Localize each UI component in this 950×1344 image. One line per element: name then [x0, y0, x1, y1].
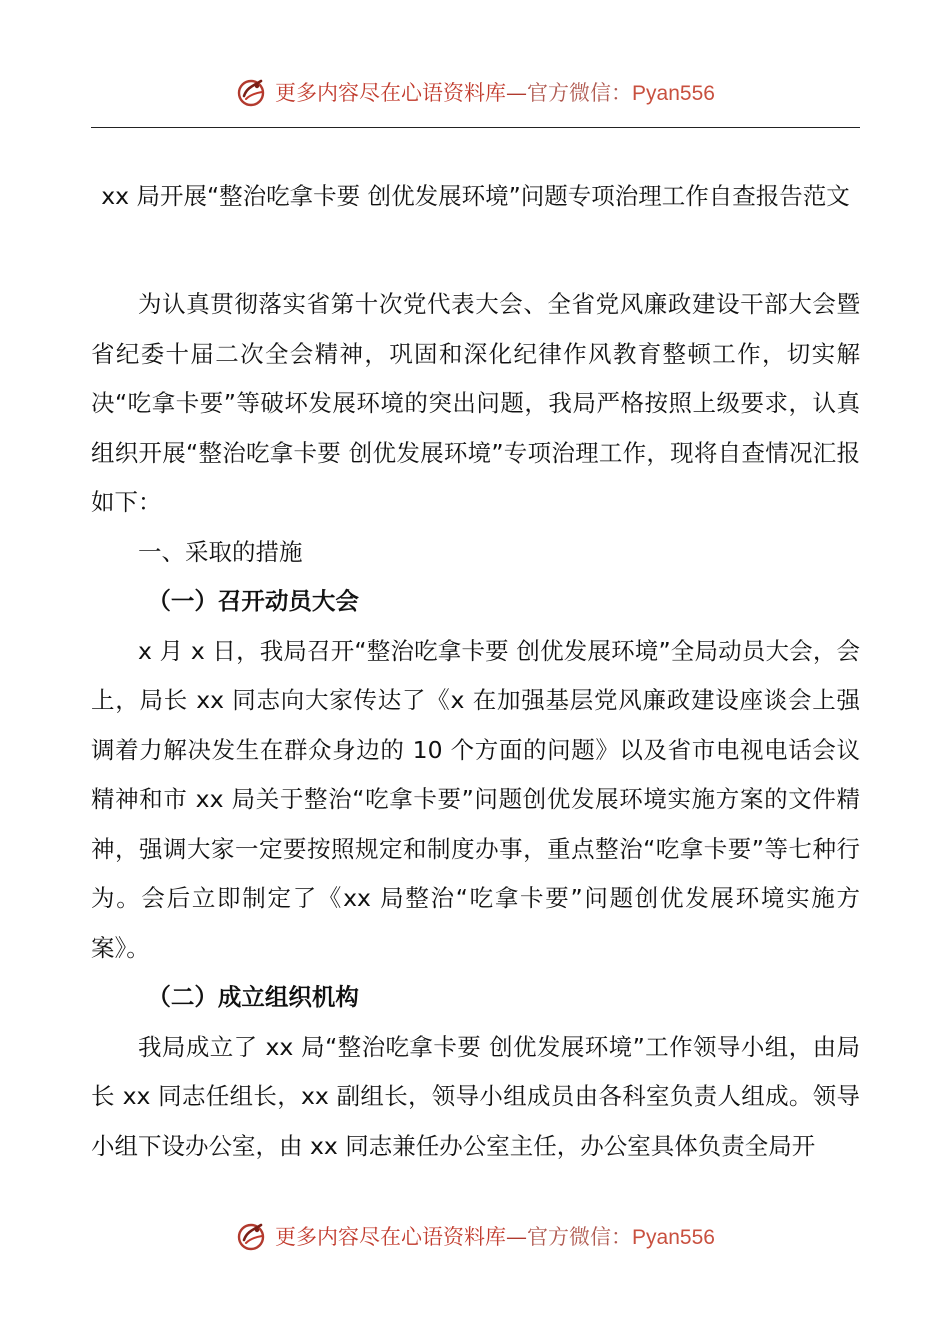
header-divider — [91, 127, 860, 128]
sub1-heading: （一）召开动员大会 — [147, 587, 359, 615]
header-banner — [0, 70, 950, 114]
footer-banner — [0, 1214, 950, 1258]
sub1-paragraph: x 月 x 日，我局召开“整治吃拿卡要 创优发展环境”全局动员大会，会上，局长 xx 同志向大家传达了《x 在加强基层党风廉政建设座谈会上强调着力解决发生在群众身边的 10 个方面的问题》以及省市电视电话会议精神和市 xx 局关于整治“吃拿卡要”问题创优发展环境实施方案的文件精神，强调大家一定要按照规定和制度办事，重点整治“吃拿卡要”等七种行为。会后立即制定了《xx 局整治“吃拿卡要”问题创优发展环境实施方案》。 — [91, 636, 860, 962]
header-banner-sep: — — [506, 81, 528, 105]
header-banner-text — [275, 77, 715, 107]
document-title: xx 局开展“整治吃拿卡要 创优发展环境”问题专项治理工作自查报告范文 — [101, 182, 850, 210]
footer-banner-wechat: 官方微信： — [527, 1225, 633, 1249]
header-banner-main: 更多内容尽在心语资料库 — [275, 81, 507, 105]
footer-banner-text — [275, 1221, 715, 1251]
sub2-heading: （二）成立组织机构 — [147, 983, 359, 1011]
section1-heading: 一、采取的措施 — [138, 537, 303, 566]
header-banner-id: Pyan556 — [632, 82, 715, 105]
footer-banner-main: 更多内容尽在心语资料库 — [275, 1225, 507, 1249]
footer-banner-id: Pyan556 — [632, 1226, 715, 1249]
heart-logo-icon — [235, 1219, 269, 1253]
footer-banner-sep: — — [506, 1225, 528, 1249]
sub2-paragraph: 我局成立了 xx 局“整治吃拿卡要 创优发展环境”工作领导小组，由局长 xx 同志任组长，xx 副组长，领导小组成员由各科室负责人组成。领导小组下设办公室，由 xx 同志兼任办公室主任，办公室具体负责全局开 — [91, 1032, 860, 1160]
intro-paragraph: 为认真贯彻落实省第十次党代表大会、全省党风廉政建设干部大会暨省纪委十届二次全会精神，巩固和深化纪律作风教育整顿工作，切实解决“吃拿卡要”等破坏发展环境的突出问题，我局严格按照上级要求，认真组织开展“整治吃拿卡要 创优发展环境”专项治理工作，现将自查情况汇报如下： — [91, 290, 860, 516]
header-banner-wechat: 官方微信： — [527, 81, 633, 105]
document-body — [91, 280, 860, 1171]
heart-logo-icon — [235, 75, 269, 109]
